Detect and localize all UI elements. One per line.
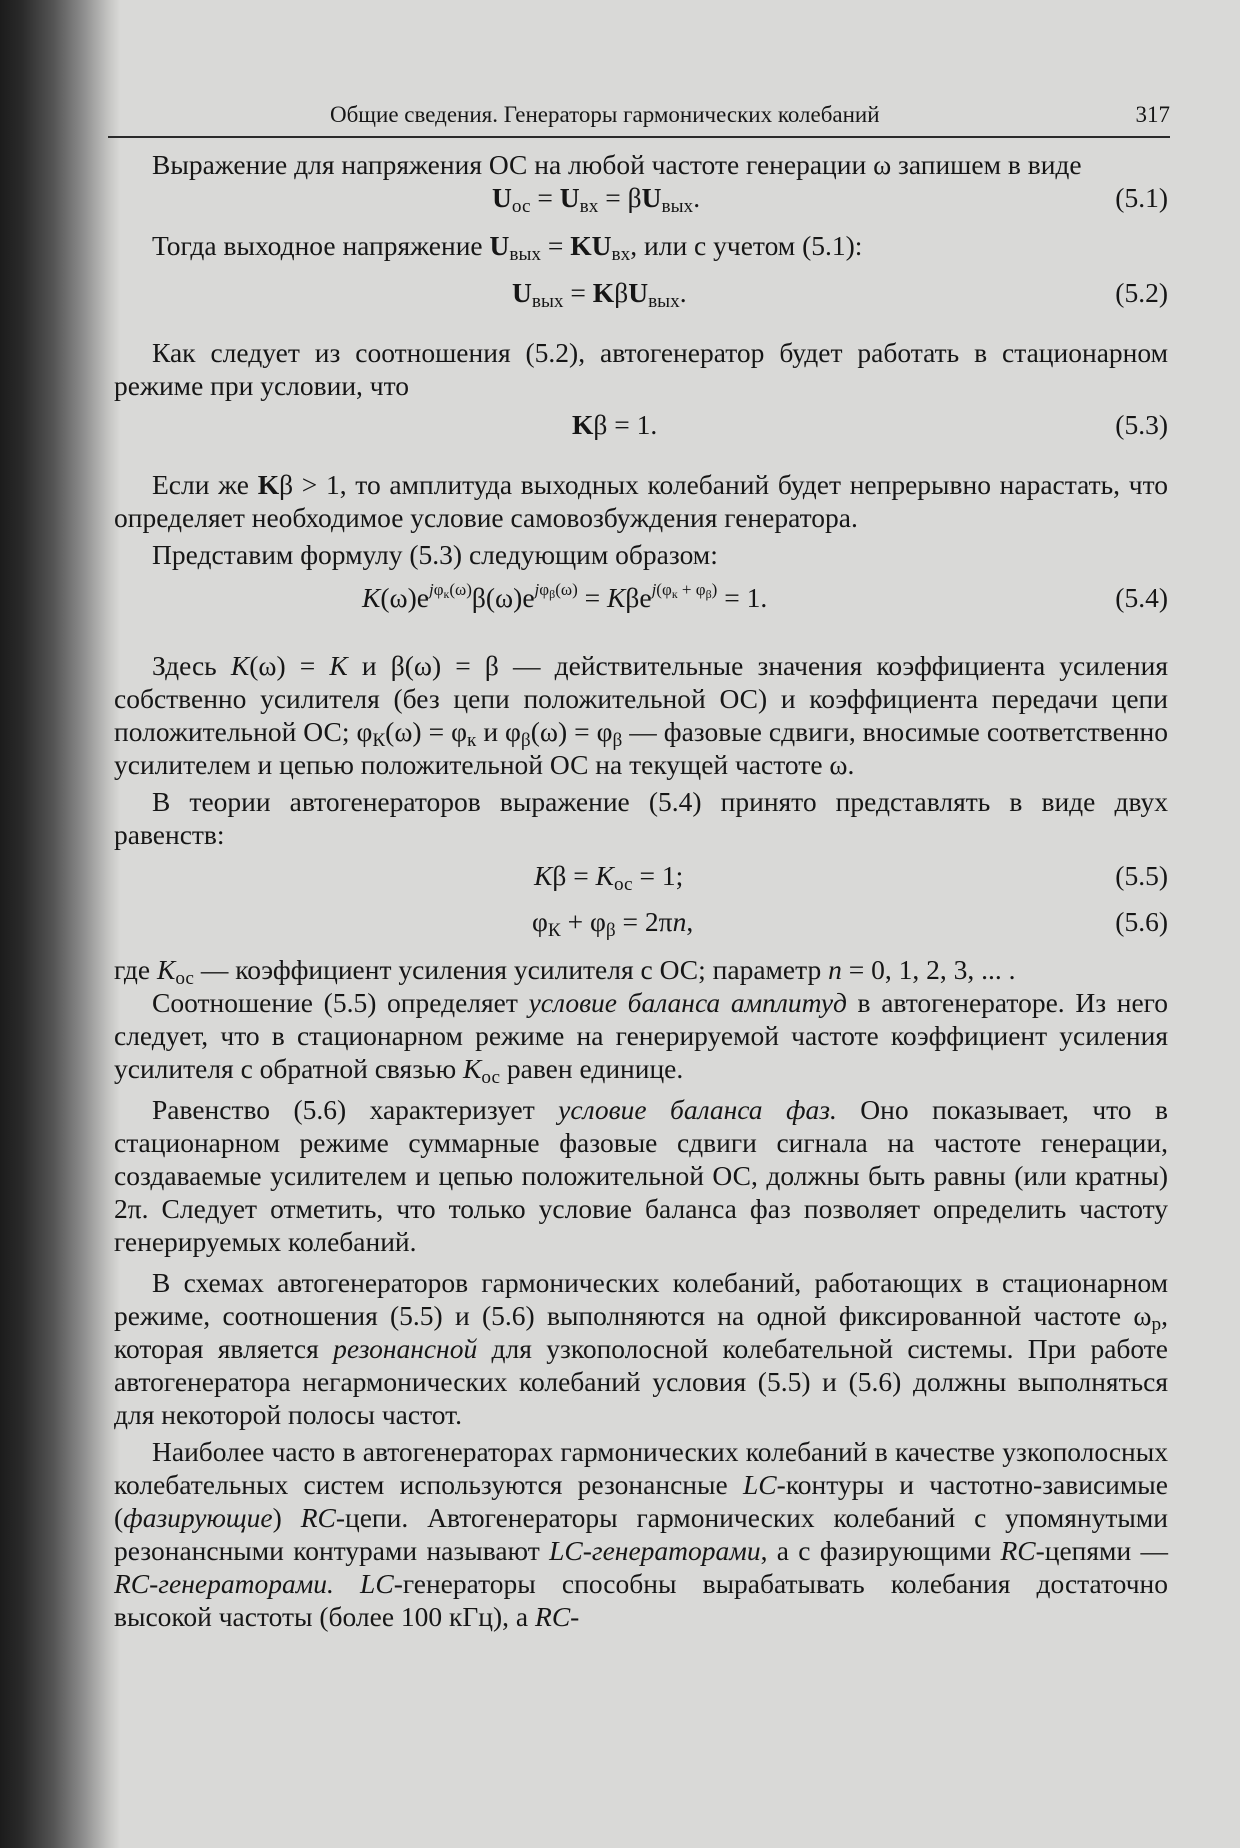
equation-number: (5.6) xyxy=(1115,906,1168,937)
equation-5-2 xyxy=(114,276,1168,316)
equation-5-5 xyxy=(114,859,1168,897)
body-text xyxy=(114,148,1168,1633)
page-number: 317 xyxy=(1135,102,1170,127)
equation-5-6 xyxy=(114,905,1168,945)
paragraph-9: Соотношение (5.5) определяет условие баланса амплитуд в автогенераторе. Из него следует, что в стационарном режиме на генерируемой частоте коэффициент усиления усилителя с обратной связью $K_{ос}$ равен единице. xyxy=(114,987,1169,1088)
equation-number: (5.5) xyxy=(1115,860,1168,891)
running-title: Общие сведения. Генераторы гармонических колебаний xyxy=(330,102,880,127)
paragraph-10: Равенство (5.6) характеризует условие баланса фаз. Оно показывает, что в стационарном режиме суммарные фазовые сдвиги сигнала на частоте генерации, создаваемые усилителем и цепью положительной ОС, должны быть равны (или кратны) 2π. Следует отметить, что только условие баланса фаз позволяет определить частоту генерируемых колебаний. xyxy=(114,1094,1168,1257)
equation-formula: $\varphi_К + \varphi_\beta = 2\pi n$, xyxy=(532,906,694,941)
equation-formula: $K(\omega)e^{j\varphi_к(\omega)}\beta(\omega)e^{j\varphi_\beta(\omega)} = K\beta e^{j(\varphi_к + \varphi_\beta)} = 1$. xyxy=(362,580,768,613)
paragraph-11: В схемах автогенераторов гармонических колебаний, работающих в стационарном режиме, соотношения (5.5) и (5.6) выполняются на одной фиксированной частоте $\omega_р$, которая является резонансной для узкополосной колебательной системы. При работе автогенератора негармонических колебаний условия (5.5) и (5.6) должны выполняться для некоторой полосы частот. xyxy=(114,1267,1169,1430)
equation-number: (5.2) xyxy=(1115,277,1168,308)
equation-number: (5.3) xyxy=(1115,409,1168,440)
paragraph-8: где $K_{ос}$ — коэффициент усиления усилителя с ОС; параметр n = 0, 1, 2, 3, ... . xyxy=(114,954,1016,989)
paragraph-6: Здесь K(ω) = K и β(ω) = β — действительные значения коэффициента усиления собственно усилителя (без цепи положительной ОС) и коэффициента передачи цепи положительной ОС; $\varphi_К(\omega) = \varphi_к$ и $\varphi_\beta(\omega) = \varphi_\beta$ — фазовые сдвиги, вносимые соответственно усилителем и цепью положительной ОС на текущей частоте ω. xyxy=(114,650,1169,780)
equation-formula: $K\beta = K_{ос} = 1$; xyxy=(534,860,684,895)
paragraph-2: Тогда выходное напряжение $U_{вых} = KU_{вх}$, или с учетом (5.1): xyxy=(152,230,863,265)
equation-formula: $U_{вых} = K\beta U_{вых}$. xyxy=(512,277,687,312)
paragraph-1: Выражение для напряжения ОС на любой частоте генерации ω запишем в виде xyxy=(152,149,1082,180)
running-head xyxy=(108,100,1170,138)
paragraph-5: Представим формулу (5.3) следующим образом: xyxy=(152,539,718,570)
paragraph-4: Если же Kβ > 1, то амплитуда выходных колебаний будет непрерывно нарастать, что определяет необходимое условие самовозбуждения генератора. xyxy=(114,469,1168,533)
paragraph-3: Как следует из соотношения (5.2), автогенератор будет работать в стационарном режиме при условии, что xyxy=(114,337,1168,401)
equation-number: (5.1) xyxy=(1115,182,1168,213)
paragraph-7: В теории автогенераторов выражение (5.4) принято представлять в виде двух равенств: xyxy=(114,786,1168,850)
paragraph-12: Наиболее часто в автогенераторах гармонических колебаний в качестве узкополосных колебательных систем используются резонансные LC-контуры и частотно-зависимые (фазирующие) RC-цепи. Автогенераторы гармонических колебаний с упомянутыми резонансными контурами называют LC-генераторами, а с фазирующими RC-цепями — RC-генераторами. LC-генераторы способны вырабатывать колебания достаточно высокой частоты (более 100 кГц), а RC- xyxy=(114,1436,1169,1632)
equation-5-1 xyxy=(114,181,1168,221)
equation-formula: Kβ = 1. xyxy=(572,409,658,440)
equation-5-3 xyxy=(114,408,1168,448)
equation-5-4 xyxy=(114,581,1168,621)
equation-formula: $U_{ос} = U_{вх} = \beta U_{вых}$. xyxy=(492,182,701,217)
equation-number: (5.4) xyxy=(1115,582,1168,613)
